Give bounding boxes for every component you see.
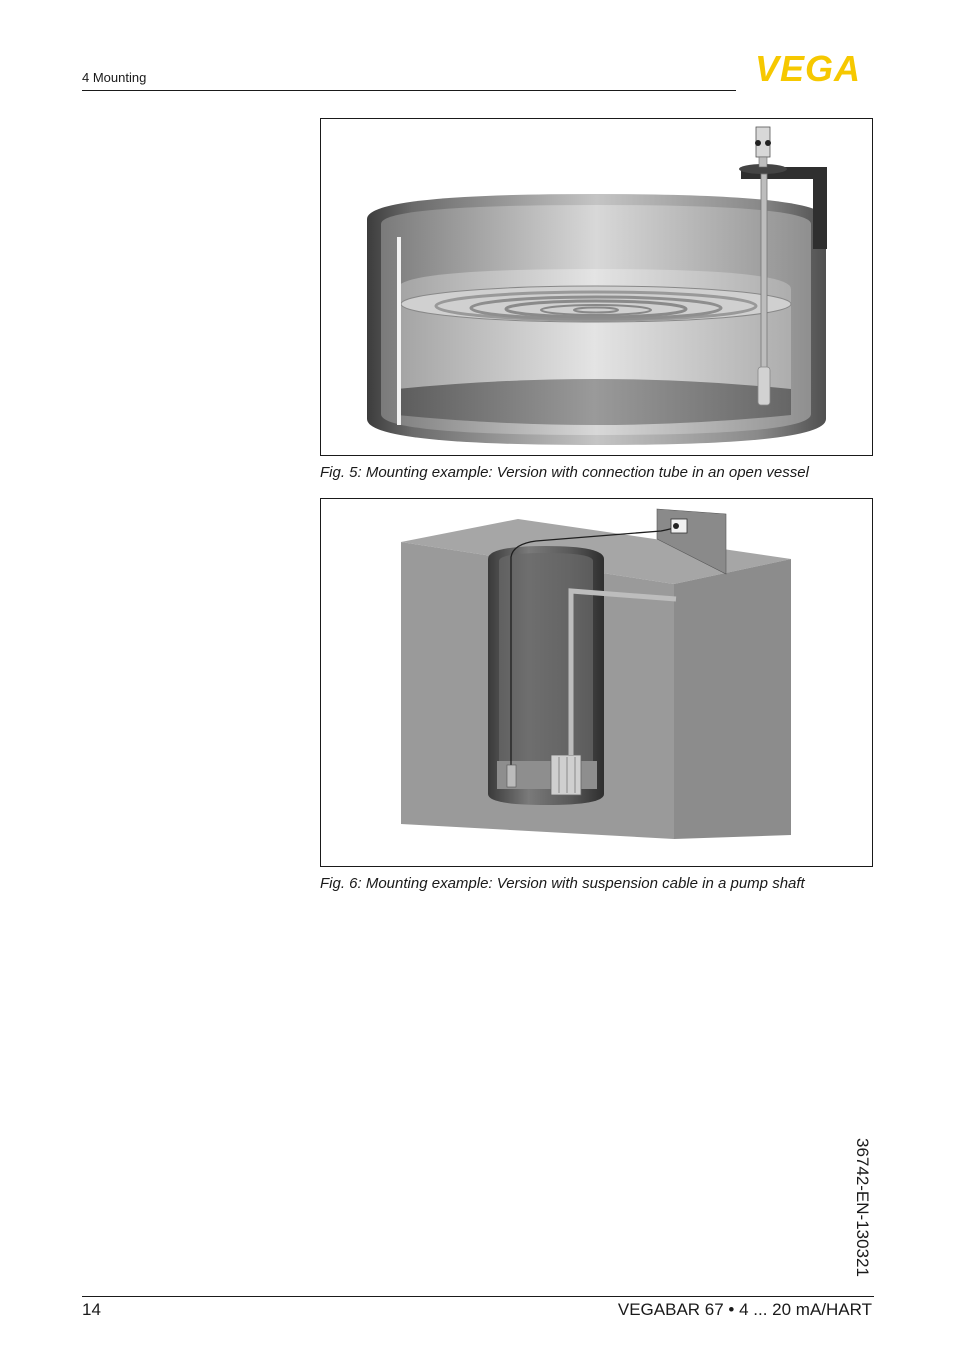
figure-open-vessel [320, 118, 873, 456]
vega-logo [742, 50, 874, 86]
section-label: 4 Mounting [82, 70, 147, 85]
header-rule [82, 90, 736, 91]
pump-shaft-illustration [321, 499, 872, 866]
figure-5-caption: Fig. 5: Mounting example: Version with connection tube in an open vessel [320, 464, 809, 481]
logo-text: VEGA [754, 50, 862, 86]
figure-6-caption: Fig. 6: Mounting example: Version with suspension cable in a pump shaft [320, 875, 805, 892]
figure-pump-shaft [320, 498, 873, 867]
footer-title: VEGABAR 67 • 4 ... 20 mA/HART [617, 1300, 872, 1319]
footer-rule [82, 1296, 874, 1297]
open-vessel-illustration [321, 119, 872, 455]
document-id: 36742-EN-130321 [853, 1138, 872, 1277]
page-number: 14 [82, 1300, 101, 1319]
